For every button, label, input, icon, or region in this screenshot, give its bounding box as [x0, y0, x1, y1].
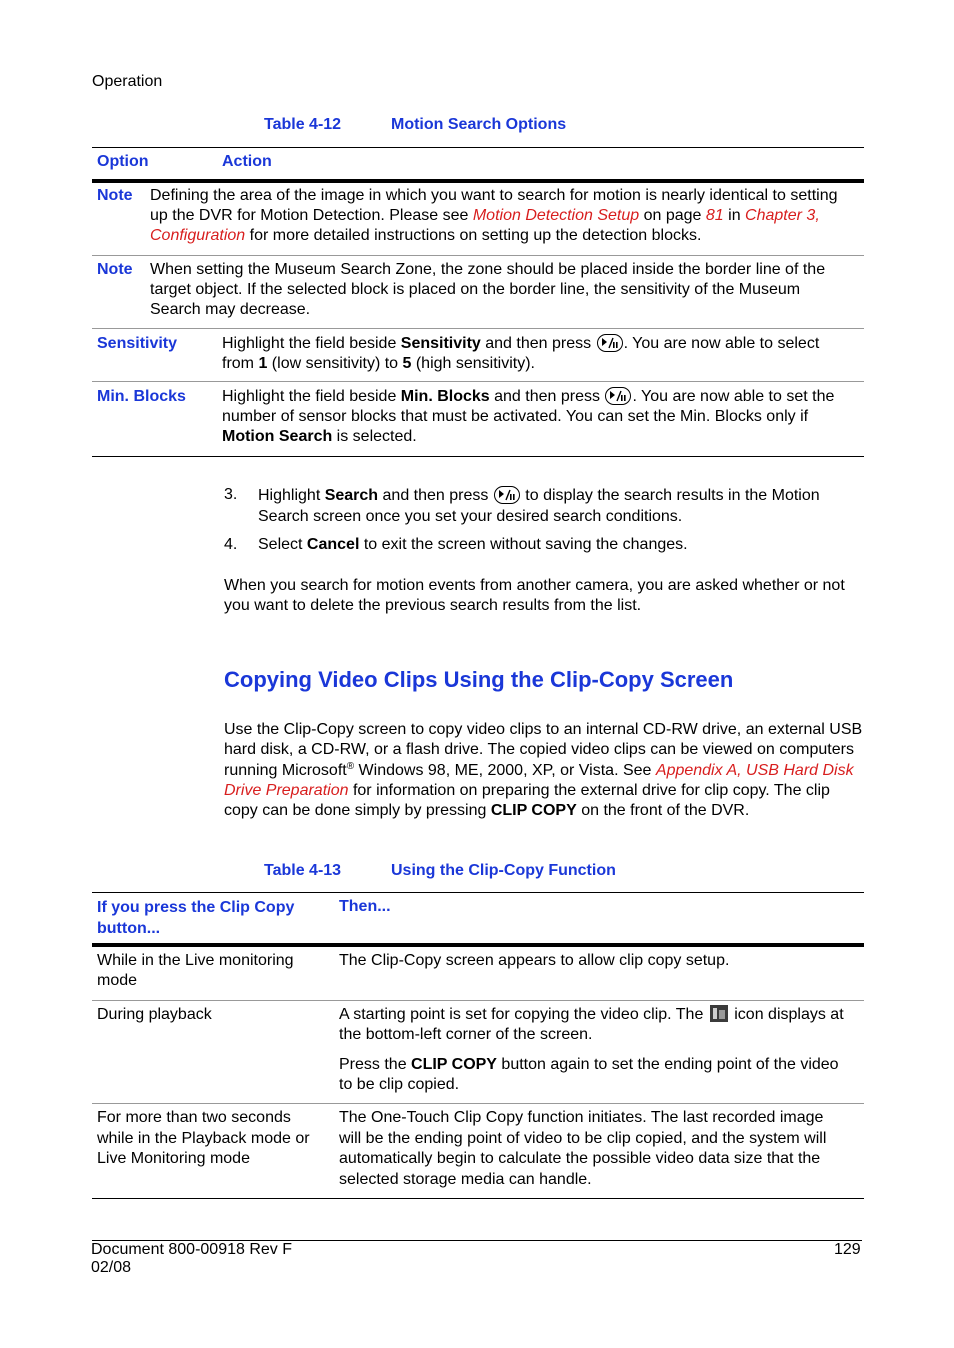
text: (high sensitivity). [411, 355, 535, 372]
link-motion-detection-setup[interactable]: Motion Detection Setup [472, 207, 640, 224]
row-rule [92, 381, 864, 382]
text: to exit the screen without saving the changes. [359, 536, 688, 553]
table-rule [92, 892, 864, 893]
text: Windows 98, ME, 2000, XP, or Vista. See [354, 761, 656, 779]
step-text [258, 535, 858, 555]
note-label: Note [97, 187, 133, 204]
table-bottom-rule [92, 1198, 864, 1199]
step-number: 4. [224, 536, 238, 553]
play-pause-icon [494, 486, 520, 504]
table-row-result-extra [339, 1055, 849, 1095]
text: for information on preparing the external drive for clip copy. The clip copy can be done simply by pressing [224, 781, 830, 820]
table-row-result [339, 1005, 849, 1045]
bold-text: Min. Blocks [400, 388, 490, 405]
table-label: Table 4-12 [264, 116, 342, 133]
text: A starting point is set for copying the video clip. The [339, 1006, 708, 1023]
bold-text: Cancel [306, 536, 360, 553]
text: to display the search results in the Motion Search screen once you set your desired search conditions. [258, 487, 820, 525]
footer-date: 02/08 [91, 1259, 132, 1276]
text: Defining the area of the image in which you want to search for motion is nearly identical to setting up the DVR for Motion Detection. Please see [150, 187, 838, 224]
bold-text: Search [324, 487, 379, 504]
text: Highlight the field beside [222, 388, 401, 405]
text: for more detailed instructions on setting up the detection blocks. [245, 227, 702, 244]
text: and then press [489, 388, 605, 405]
bold-text: 5 [402, 355, 412, 372]
play-pause-icon [597, 334, 623, 352]
paragraph: When you search for motion events from another camera, you are asked whether or not you want to delete the previous search results from the list. [224, 577, 845, 614]
text: Use the Clip-Copy screen to copy video clips to an internal CD-RW drive, an external USB hard disk, a CD-RW, or a flash drive. The copied video clips can be viewed on computers running Microsoft [224, 721, 863, 779]
text: is selected. [332, 428, 417, 445]
page-number: 129 [834, 1241, 861, 1258]
step-text [258, 485, 858, 527]
registered-mark: ® [346, 760, 355, 772]
text: button again to set the ending point of the video to be clip copied. [339, 1056, 839, 1093]
text: (low sensitivity) to [267, 355, 403, 372]
running-header: Operation [92, 73, 163, 90]
table-label: Table 4-13 [264, 862, 342, 879]
row-rule [92, 1103, 864, 1104]
table-title: Using the Clip-Copy Function [391, 862, 616, 879]
row-rule [92, 255, 864, 256]
section-paragraph [224, 720, 864, 821]
text: on page [639, 207, 706, 224]
bold-text: Sensitivity [400, 335, 481, 352]
table-bottom-rule [92, 456, 864, 457]
table-row-result: The Clip-Copy screen appears to allow clip copy setup. [339, 952, 730, 969]
table-rule [92, 147, 864, 148]
option-sensitivity: Sensitivity [97, 335, 178, 352]
text: Press the [339, 1056, 412, 1073]
bold-text: CLIP COPY [490, 802, 577, 820]
table-row-condition: While in the Live monitoring mode [97, 952, 294, 989]
footer-document: Document 800-00918 Rev F [91, 1241, 292, 1258]
sensitivity-action [222, 334, 852, 374]
table-row-condition: For more than two seconds while in the Playback mode or Live Monitoring mode [97, 1109, 310, 1167]
bold-text: CLIP COPY [411, 1056, 497, 1073]
note-text [150, 186, 850, 246]
table-header-rule [92, 943, 864, 947]
text: . You are now able to select from [222, 335, 820, 372]
note-text: When setting the Museum Search Zone, the zone should be placed inside the border line of the target object. If the selected block is placed on the border line, the sensitivity of the Museum Search may decrease. [150, 261, 826, 318]
text: and then press [480, 335, 596, 352]
text: Select [258, 536, 307, 553]
text: Highlight [258, 487, 325, 504]
text: icon displays at the bottom-left corner of the screen. [339, 1006, 844, 1043]
link-page-number[interactable]: 81 [705, 207, 724, 224]
column-header-if: If you press the Clip Copy button... [97, 899, 295, 937]
column-header-then: Then... [339, 898, 391, 915]
text: on the front of the DVR. [576, 802, 750, 820]
text: and then press [378, 487, 493, 504]
note-label: Note [97, 261, 133, 278]
clip-copy-icon [710, 1005, 728, 1022]
table-title: Motion Search Options [391, 116, 567, 133]
min-blocks-action [222, 387, 852, 447]
table-row-result: The One-Touch Clip Copy function initiates. The last recorded image will be the ending point of video to be clip copied, and the system will automatically begin to calculate the possible video data size that the selected storage media can handle. [339, 1109, 827, 1188]
section-heading: Copying Video Clips Using the Clip-Copy Screen [224, 667, 734, 692]
text: in [723, 207, 746, 224]
column-header-action: Action [222, 153, 272, 170]
column-header-option: Option [97, 153, 149, 170]
bold-text: Motion Search [222, 428, 333, 445]
bold-text: 1 [258, 355, 268, 372]
option-min-blocks: Min. Blocks [97, 388, 186, 405]
text: Highlight the field beside [222, 335, 401, 352]
table-header-rule [92, 179, 864, 183]
link-chapter-3[interactable]: Chapter 3, Configuration [150, 207, 820, 244]
step-number: 3. [224, 486, 238, 503]
link-appendix-a[interactable]: Appendix A, USB Hard Disk Drive Preparation [224, 761, 854, 799]
row-rule [92, 1000, 864, 1001]
table-row-condition: During playback [97, 1006, 212, 1023]
row-rule [92, 328, 864, 329]
text: . You are now able to set the number of sensor blocks that must be activated. You can set the Min. Blocks only if [222, 388, 835, 425]
play-pause-icon [605, 387, 631, 405]
